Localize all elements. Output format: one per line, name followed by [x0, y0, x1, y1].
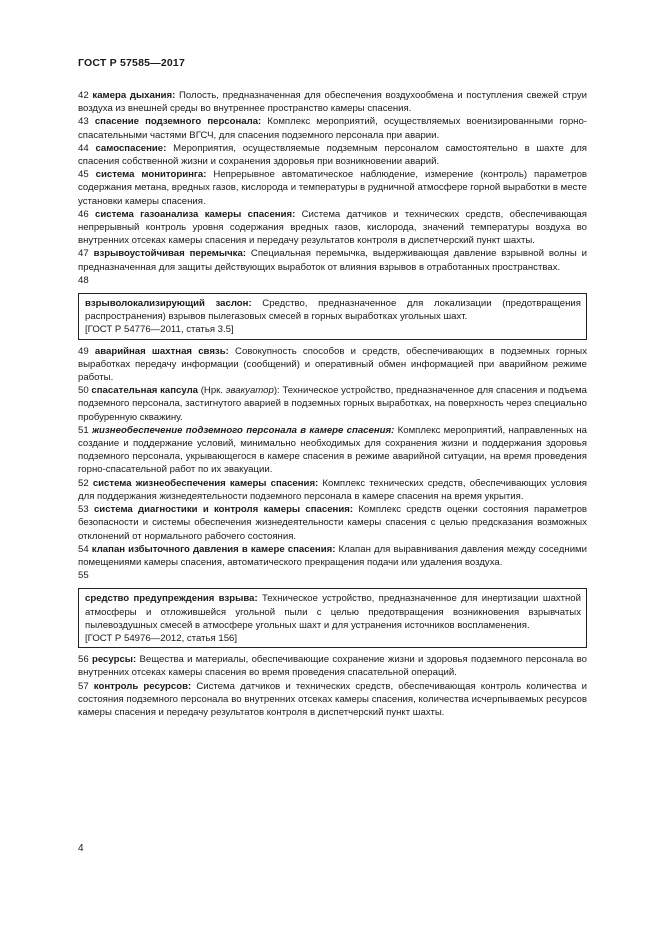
term-number: 54 [78, 543, 89, 555]
term-note-open: (Нрк. [198, 385, 226, 397]
term-entry-50 [78, 384, 587, 424]
term-name: жизнеобеспечение подземного персонала в камере спасения: [91, 424, 395, 436]
term-definition: Полость, предназначенная для обеспечения воздухообмена и поступления свежей струи воздуха из внешней среды во внутреннее пространство камеры спасения. [78, 90, 588, 115]
term-number: 56 [78, 654, 89, 666]
term-definition: Комплекс мероприятий, осуществляемых военизированными горно-спасательными частями ВГСЧ, для спасения подземного персонала при аварии. [78, 116, 587, 141]
term-definition: Мероприятия, осуществляемые подземным персоналом самостоятельно в шахте для спасения собственной жизни и сохранения здоровья при возникновении аварий. [78, 142, 587, 168]
term-number: 52 [78, 477, 89, 489]
term-name: система диагностики и контроля камеры спасения: [93, 504, 354, 516]
term-number: 45 [78, 169, 89, 181]
term-name: средство предупреждения взрыва: [85, 593, 258, 605]
term-name: самоспасение: [95, 142, 167, 154]
term-definition: Техническое устройство, предназначенное для инертизации шахтной атмосферы и отложившейся угольной пыли с целью предотвращения возникновения взрывчатых пылевоздушных смесей в атмосфере угольных шахт и для устранения источников воспламенения. [85, 593, 581, 631]
term-name: взрыволокализирующий заслон: [85, 298, 252, 310]
term-entry-49 [78, 345, 587, 385]
term-name: спасательная капсула [91, 385, 199, 397]
term-definition: Комплекс технических средств, обеспечивающих условия для поддержания жизнедеятельности подземного персонала в камере спасения на время укрытия. [78, 477, 587, 502]
term-definition: Комплекс средств оценки состояния параметров безопасности и системы обеспечения жизнедеятельности камеры спасения с целью предсказания возможных отклонений от нормального рабочего состояния. [78, 504, 587, 542]
term-name: система газоанализа камеры спасения: [95, 208, 296, 220]
term-number: 42 [78, 90, 89, 101]
term-entry-45 [78, 168, 587, 208]
term-entry-43 [78, 115, 587, 141]
term-definition: Совокупность способов и средств, обеспечивающих в подземных горных выработках передачу информации (сообщений) и оперативный обмен информацией при аварийном режиме работы. [78, 345, 588, 384]
term-definition: Непрерывное автоматическое наблюдение, измерение (контроль) параметров содержания метана, вредных газов, кислорода и температуры в рудничной атмосфере горной выработки в месте установки камеры спасения. [78, 169, 588, 207]
term-note-italic: эвакуатор [225, 385, 274, 397]
term-entry-52 [78, 477, 587, 503]
term-name: камера дыхания: [92, 90, 176, 101]
term-number: 47 [78, 248, 89, 260]
term-number: 43 [78, 116, 89, 128]
term-name: клапан избыточного давления в камере спасения: [91, 543, 336, 555]
quoted-term-box-55 [78, 588, 587, 648]
term-definition: Система датчиков и технических средств, обеспечивающая непрерывный контроль уровня содержания вредных газов, кислорода, значений температуры воздуха во внутренних отсеках камеры спасения и передачу результатов контроля в диспетчерский пункт шахты. [78, 208, 587, 247]
term-name: система мониторинга: [95, 169, 207, 181]
term-number-55: 55 [78, 570, 89, 582]
source-reference: [ГОСТ Р 54976—2012, статья 156] [85, 632, 238, 644]
term-number: 51 [78, 424, 89, 436]
term-entry-46 [78, 208, 587, 248]
terms-list [78, 89, 587, 719]
term-definition: Клапан для выравнивания давления между соседними помещениями камеры спасения, автоматического прекращения подачи или удаления воздуха. [78, 543, 588, 568]
term-number: 57 [78, 680, 89, 692]
term-note-close: ): [273, 385, 280, 397]
term-number: 44 [78, 142, 89, 154]
term-entry-51 [78, 424, 587, 477]
term-definition: Техническое устройство, предназначенное для спасения и подъема подземного персонала, застигнутого аварией в подземных горных выработках, на поверхность через специально пробуренную скважину. [78, 385, 588, 423]
quoted-term-box-48 [78, 293, 587, 340]
term-entry-56 [78, 653, 587, 679]
term-number: 53 [78, 504, 89, 516]
term-number: 50 [78, 385, 89, 397]
term-entry-57 [78, 680, 587, 720]
source-reference: [ГОСТ Р 54776—2011, статья 3.5] [85, 324, 234, 336]
term-definition: Специальная перемычка, выдерживающая давление взрывной волны и предназначенная для защиты действующих выработок от влияния взрывов в отработанных пространствах. [78, 248, 588, 273]
term-number-48: 48 [78, 274, 89, 286]
term-name: спасение подземного персонала: [94, 116, 262, 128]
term-definition: Вещества и материалы, обеспечивающие сохранение жизни и здоровья подземного персонала во внутренних отсеках камеры спасения во время проведения спасательной операций. [78, 654, 587, 679]
term-name: ресурсы: [91, 654, 137, 666]
term-entry-47 [78, 247, 587, 273]
term-entry-42 [78, 89, 587, 115]
term-entry-54 [78, 543, 587, 569]
term-entry-53 [78, 503, 587, 543]
term-number: 49 [78, 345, 89, 357]
document-header: ГОСТ Р 57585—2017 [78, 57, 186, 69]
term-number: 46 [78, 208, 89, 220]
term-name: аварийная шахтная связь: [94, 345, 229, 357]
term-name: контроль ресурсов: [93, 680, 192, 692]
term-name: взрывоустойчивая перемычка: [93, 248, 246, 260]
term-definition: Комплекс мероприятий, направленных на создание и поддержание условий, минимально необходимых для сохранения жизни и поддержания здоровья подземного персонала, укрывающегося в камере спасения в режиме аварийной ситуации, на время проведения горно-спасательной работ по их эвакуации. [78, 424, 587, 476]
term-entry-44 [78, 142, 587, 168]
term-name: система жизнеобеспечения камеры спасения: [92, 477, 319, 489]
term-definition: Система датчиков и технических средств, обеспечивающая контроль количества и состояния подземного персонала во внутренних отсеках камеры спасения, количества исчерпываемых ресурсов камеры спасения и передачу результатов контроля в диспетчерский пункт шахты. [78, 680, 587, 718]
term-definition: Средство, предназначенное для локализации (предотвращения распространения) взрывов пылегазовых смесей в горных выработках угольных шахт. [85, 298, 581, 323]
page-number: 4 [78, 843, 84, 854]
